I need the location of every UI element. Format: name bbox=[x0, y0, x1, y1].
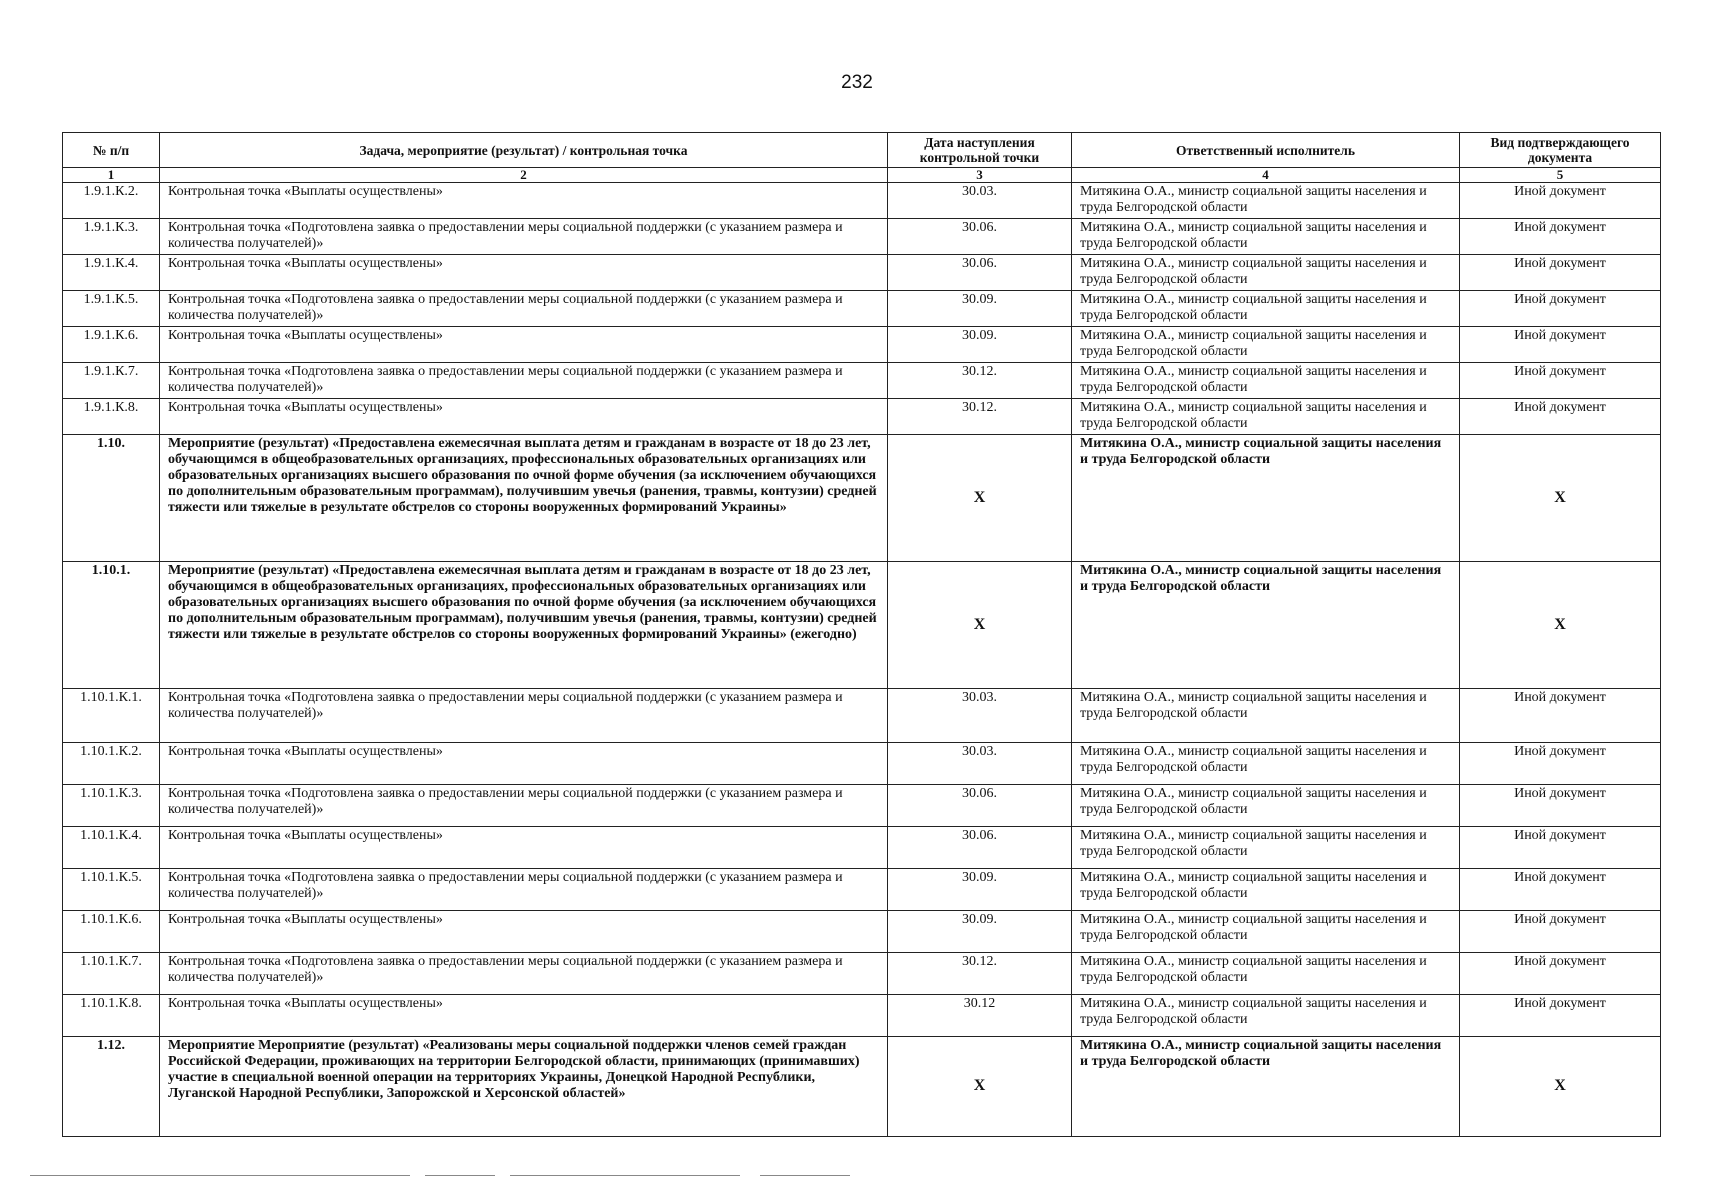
row-responsible: Митякина О.А., министр социальной защиты населения и труда Белгородской области bbox=[1072, 911, 1460, 953]
row-date: 30.12 bbox=[888, 995, 1072, 1037]
column-number: 5 bbox=[1460, 168, 1661, 183]
row-doc-type: Иной документ bbox=[1460, 827, 1661, 869]
row-doc-type: Иной документ bbox=[1460, 291, 1661, 327]
row-responsible: Митякина О.А., министр социальной защиты населения и труда Белгородской области bbox=[1072, 995, 1460, 1037]
row-date: 30.06. bbox=[888, 785, 1072, 827]
row-responsible: Митякина О.А., министр социальной защиты населения и труда Белгородской области bbox=[1072, 743, 1460, 785]
row-task: Контрольная точка «Выплаты осуществлены» bbox=[160, 399, 888, 435]
table-row bbox=[63, 995, 1661, 1037]
row-date: 30.09. bbox=[888, 291, 1072, 327]
row-responsible: Митякина О.А., министр социальной защиты населения и труда Белгородской области bbox=[1072, 363, 1460, 399]
row-responsible: Митякина О.А., министр социальной защиты населения и труда Белгородской области bbox=[1072, 183, 1460, 219]
row-doc-type: Иной документ bbox=[1460, 743, 1661, 785]
row-responsible: Митякина О.А., министр социальной защиты населения и труда Белгородской области bbox=[1072, 869, 1460, 911]
row-task: Контрольная точка «Подготовлена заявка о предоставлении меры социальной поддержки (с указанием размера и количества получателей)» bbox=[160, 869, 888, 911]
header-doc-type: Вид подтверждающего документа bbox=[1460, 133, 1661, 168]
row-responsible: Митякина О.А., министр социальной защиты населения и труда Белгородской области bbox=[1072, 827, 1460, 869]
row-number: 1.10.1.К.8. bbox=[63, 995, 160, 1037]
row-number: 1.9.1.К.2. bbox=[63, 183, 160, 219]
row-task: Контрольная точка «Подготовлена заявка о предоставлении меры социальной поддержки (с указанием размера и количества получателей)» bbox=[160, 785, 888, 827]
footer-divider bbox=[30, 1175, 1030, 1178]
row-date: 30.12. bbox=[888, 363, 1072, 399]
table-row bbox=[63, 743, 1661, 785]
row-number: 1.10.1.К.4. bbox=[63, 827, 160, 869]
row-date: 30.12. bbox=[888, 953, 1072, 995]
row-date: 30.03. bbox=[888, 689, 1072, 743]
table-row bbox=[63, 689, 1661, 743]
row-doc-type: Иной документ bbox=[1460, 399, 1661, 435]
row-doc-type: Иной документ bbox=[1460, 327, 1661, 363]
row-number: 1.10.1. bbox=[63, 562, 160, 689]
row-number: 1.10.1.К.2. bbox=[63, 743, 160, 785]
row-task: Мероприятие (результат) «Предоставлена ежемесячная выплата детям и гражданам в возрасте от 18 до 23 лет, обучающимся в общеобразовательных организациях, профессиональных образовательных организациях или образовательных организациях высшего образования по очной форме обучения (за исключением обучающихся по дополнительным образовательным программам), получившим увечья (ранения, травмы, контузии) средней тяжести или тяжелые в результате обстрелов со стороны вооруженных формирований Украины» bbox=[160, 435, 888, 562]
row-doc-type: Иной документ bbox=[1460, 183, 1661, 219]
row-task: Контрольная точка «Выплаты осуществлены» bbox=[160, 327, 888, 363]
row-date: 30.09. bbox=[888, 869, 1072, 911]
row-date: X bbox=[888, 1037, 1072, 1137]
header-date: Дата наступления контрольной точки bbox=[888, 133, 1072, 168]
column-number: 1 bbox=[63, 168, 160, 183]
row-date: 30.09. bbox=[888, 911, 1072, 953]
table-row-activity bbox=[63, 562, 1661, 689]
row-responsible: Митякина О.А., министр социальной защиты населения и труда Белгородской области bbox=[1072, 953, 1460, 995]
row-task: Контрольная точка «Выплаты осуществлены» bbox=[160, 911, 888, 953]
table-header-row bbox=[63, 133, 1661, 168]
page-number: 232 bbox=[841, 72, 873, 93]
row-task: Контрольная точка «Выплаты осуществлены» bbox=[160, 255, 888, 291]
row-task: Контрольная точка «Подготовлена заявка о предоставлении меры социальной поддержки (с указанием размера и количества получателей)» bbox=[160, 291, 888, 327]
row-doc-type: X bbox=[1460, 1037, 1661, 1137]
row-number: 1.9.1.К.5. bbox=[63, 291, 160, 327]
table-row bbox=[63, 255, 1661, 291]
row-doc-type: Иной документ bbox=[1460, 363, 1661, 399]
row-date: 30.03. bbox=[888, 743, 1072, 785]
row-doc-type: Иной документ bbox=[1460, 995, 1661, 1037]
table-row bbox=[63, 953, 1661, 995]
row-task: Контрольная точка «Выплаты осуществлены» bbox=[160, 827, 888, 869]
header-num: № п/п bbox=[63, 133, 160, 168]
row-task: Контрольная точка «Подготовлена заявка о предоставлении меры социальной поддержки (с указанием размера и количества получателей)» bbox=[160, 689, 888, 743]
row-date: 30.03. bbox=[888, 183, 1072, 219]
row-number: 1.9.1.К.6. bbox=[63, 327, 160, 363]
row-number: 1.12. bbox=[63, 1037, 160, 1137]
column-number: 2 bbox=[160, 168, 888, 183]
table-row bbox=[63, 291, 1661, 327]
row-doc-type: Иной документ bbox=[1460, 255, 1661, 291]
row-responsible: Митякина О.А., министр социальной защиты населения и труда Белгородской области bbox=[1072, 327, 1460, 363]
row-doc-type: Иной документ bbox=[1460, 219, 1661, 255]
row-date: 30.06. bbox=[888, 827, 1072, 869]
header-task: Задача, мероприятие (результат) / контрольная точка bbox=[160, 133, 888, 168]
column-numbers-row bbox=[63, 168, 1661, 183]
row-responsible: Митякина О.А., министр социальной защиты населения и труда Белгородской области bbox=[1072, 219, 1460, 255]
row-number: 1.10.1.К.3. bbox=[63, 785, 160, 827]
row-doc-type: Иной документ bbox=[1460, 869, 1661, 911]
row-task: Контрольная точка «Подготовлена заявка о предоставлении меры социальной поддержки (с указанием размера и количества получателей)» bbox=[160, 363, 888, 399]
row-task: Контрольная точка «Подготовлена заявка о предоставлении меры социальной поддержки (с указанием размера и количества получателей)» bbox=[160, 219, 888, 255]
row-task: Контрольная точка «Выплаты осуществлены» bbox=[160, 743, 888, 785]
row-number: 1.9.1.К.3. bbox=[63, 219, 160, 255]
table-row bbox=[63, 219, 1661, 255]
row-responsible: Митякина О.А., министр социальной защиты населения и труда Белгородской области bbox=[1072, 291, 1460, 327]
table-row bbox=[63, 869, 1661, 911]
row-responsible: Митякина О.А., министр социальной защиты населения и труда Белгородской области bbox=[1072, 562, 1460, 689]
table-row bbox=[63, 911, 1661, 953]
row-number: 1.9.1.К.4. bbox=[63, 255, 160, 291]
table-row bbox=[63, 785, 1661, 827]
row-number: 1.9.1.К.7. bbox=[63, 363, 160, 399]
row-task: Контрольная точка «Подготовлена заявка о предоставлении меры социальной поддержки (с указанием размера и количества получателей)» bbox=[160, 953, 888, 995]
row-date: 30.06. bbox=[888, 255, 1072, 291]
row-doc-type: Иной документ bbox=[1460, 785, 1661, 827]
row-date: 30.12. bbox=[888, 399, 1072, 435]
row-task: Контрольная точка «Выплаты осуществлены» bbox=[160, 995, 888, 1037]
row-responsible: Митякина О.А., министр социальной защиты населения и труда Белгородской области bbox=[1072, 689, 1460, 743]
table-row bbox=[63, 327, 1661, 363]
row-responsible: Митякина О.А., министр социальной защиты населения и труда Белгородской области bbox=[1072, 255, 1460, 291]
row-responsible: Митякина О.А., министр социальной защиты населения и труда Белгородской области bbox=[1072, 785, 1460, 827]
column-number: 3 bbox=[888, 168, 1072, 183]
table-row bbox=[63, 827, 1661, 869]
row-date: 30.09. bbox=[888, 327, 1072, 363]
table-row-activity bbox=[63, 1037, 1661, 1137]
row-number: 1.10. bbox=[63, 435, 160, 562]
row-date: 30.06. bbox=[888, 219, 1072, 255]
row-task: Мероприятие Мероприятие (результат) «Реализованы меры социальной поддержки членов семей граждан Российской Федерации, проживающих на территории Белгородской области, принимающих (принимавших) участие в специальной военной операции на территориях Украины, Донецкой Народной Республики, Луганской Народной Республики, Запорожской и Херсонской областей» bbox=[160, 1037, 888, 1137]
row-doc-type: X bbox=[1460, 435, 1661, 562]
control-points-table bbox=[62, 132, 1661, 1137]
table-row bbox=[63, 363, 1661, 399]
row-doc-type: Иной документ bbox=[1460, 689, 1661, 743]
table-row-activity bbox=[63, 435, 1661, 562]
row-number: 1.10.1.К.1. bbox=[63, 689, 160, 743]
header-responsible: Ответственный исполнитель bbox=[1072, 133, 1460, 168]
row-responsible: Митякина О.А., министр социальной защиты населения и труда Белгородской области bbox=[1072, 435, 1460, 562]
row-date: X bbox=[888, 435, 1072, 562]
table-row bbox=[63, 399, 1661, 435]
row-doc-type: Иной документ bbox=[1460, 911, 1661, 953]
row-doc-type: Иной документ bbox=[1460, 953, 1661, 995]
row-number: 1.10.1.К.6. bbox=[63, 911, 160, 953]
column-number: 4 bbox=[1072, 168, 1460, 183]
row-task: Контрольная точка «Выплаты осуществлены» bbox=[160, 183, 888, 219]
row-doc-type: X bbox=[1460, 562, 1661, 689]
row-number: 1.10.1.К.5. bbox=[63, 869, 160, 911]
row-number: 1.9.1.К.8. bbox=[63, 399, 160, 435]
row-responsible: Митякина О.А., министр социальной защиты населения и труда Белгородской области bbox=[1072, 1037, 1460, 1137]
row-responsible: Митякина О.А., министр социальной защиты населения и труда Белгородской области bbox=[1072, 399, 1460, 435]
row-date: X bbox=[888, 562, 1072, 689]
row-task: Мероприятие (результат) «Предоставлена ежемесячная выплата детям и гражданам в возрасте от 18 до 23 лет, обучающимся в общеобразовательных организациях, профессиональных образовательных организациях или образовательных организациях высшего образования по очной форме обучения (за исключением обучающихся по дополнительным образовательным программам), получившим увечья (ранения, травмы, контузии) средней тяжести или тяжелые в результате обстрелов со стороны вооруженных формирований Украины» (ежегодно) bbox=[160, 562, 888, 689]
row-number: 1.10.1.К.7. bbox=[63, 953, 160, 995]
table-row bbox=[63, 183, 1661, 219]
